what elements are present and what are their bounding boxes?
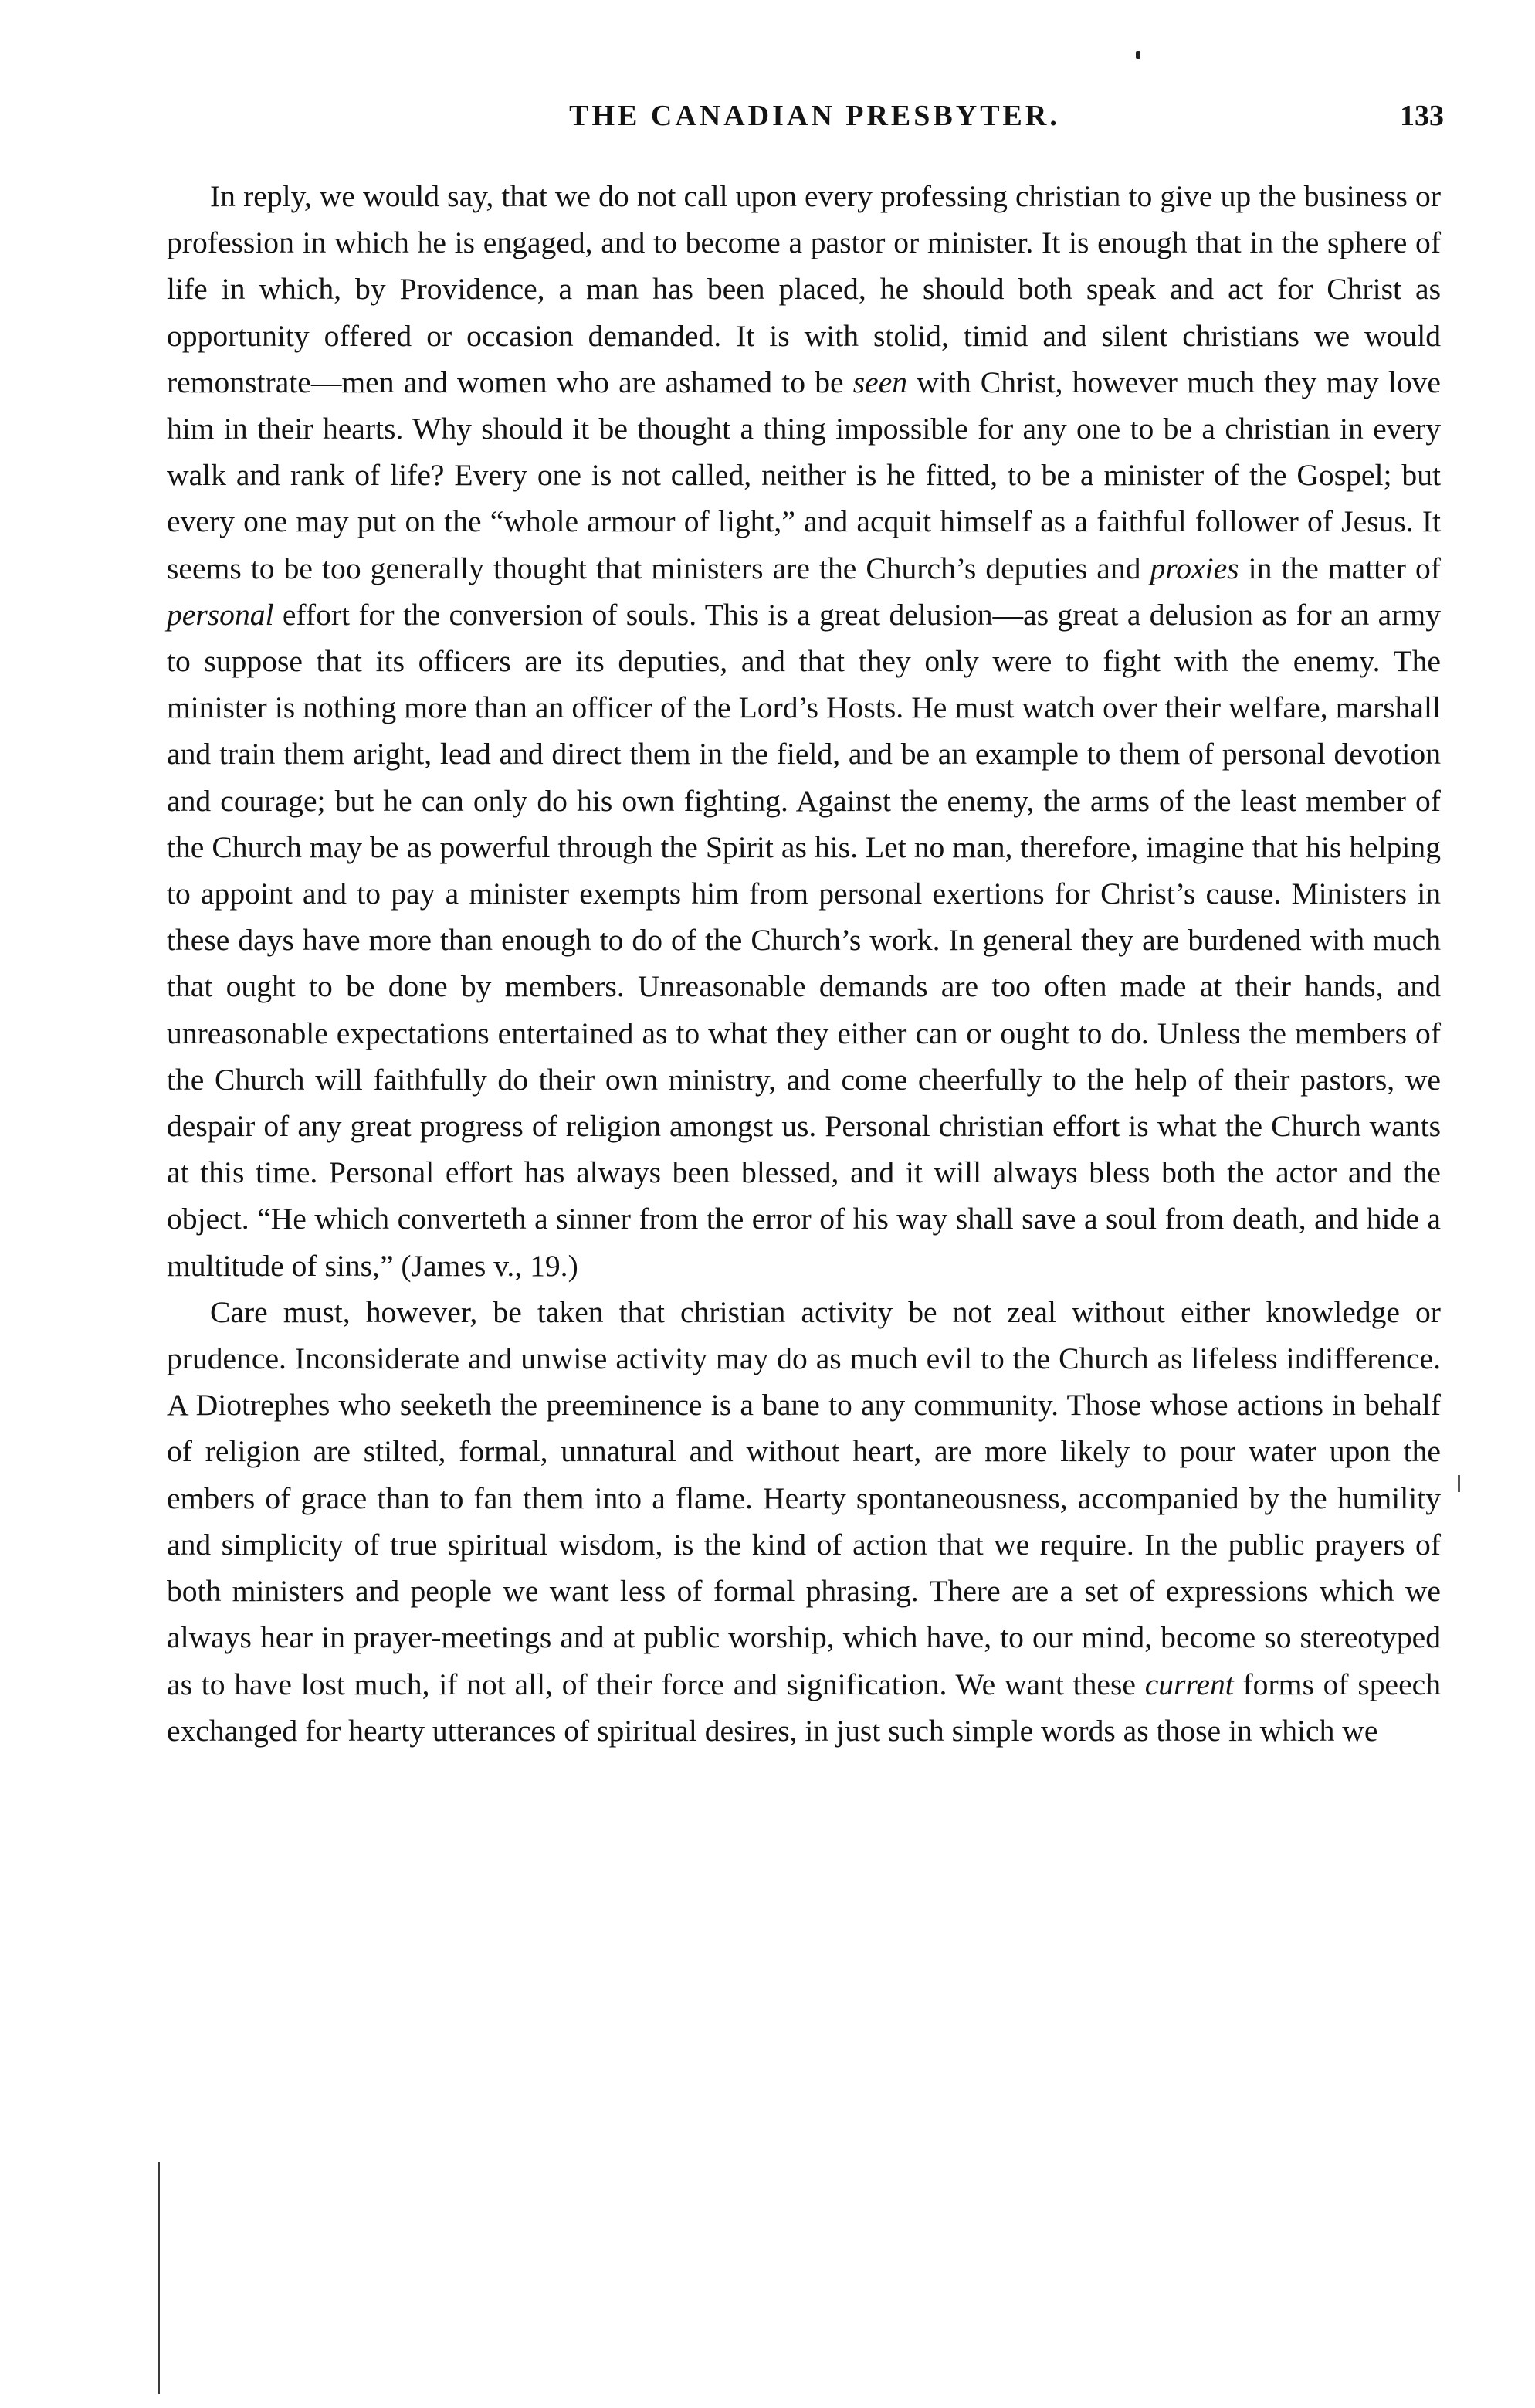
italic-word-seen: seen — [852, 365, 908, 399]
italic-word-proxies: proxies — [1150, 551, 1239, 585]
running-title: THE CANADIAN PRESBYTER. — [569, 100, 1060, 132]
paragraph-1 — [167, 173, 1441, 1289]
binding-gutter-line — [158, 2162, 160, 2394]
page-number: 133 — [1400, 100, 1444, 132]
print-mark — [1136, 51, 1140, 59]
page-header — [185, 99, 1444, 145]
paragraph-2 — [167, 1289, 1441, 1754]
italic-word-personal: personal — [167, 597, 274, 632]
text-segment: Care must, however, be taken that christian activity be not zeal without either knowledge or prudence. Inconsiderate and unwise activity may do as much evil to the Church as lifeless indifference. A Diotrephes who seeketh the preeminence is a bane to any community. Those whose actions in behalf of religion are stilted, formal, unnatural and without heart, are more likely to pour water upon the embers of grace than to fan them into a flame. Hearty spontaneousness, accompanied by the humility and simplicity of true spiritual wisdom, is the kind of action that we require. In the public prayers of both ministers and people we want less of formal phrasing. There are a set of expressions which we always hear in prayer-meetings and at public worship, which have, to our mind, become so stereotyped as to have lost much, if not all, of their force and signification. We want these — [167, 1294, 1441, 1701]
text-segment: effort for the conversion of souls. This is a great delusion—as great a delusion as for an army to suppose that its officers are its deputies, and that they only were to fight with the enemy. The minister is nothing more than an officer of the Lord’s Hosts. He must watch over their welfare, marshall and train them aright, lead and direct them in the field, and be an example to them of personal devotion and courage; but he can only do his own fighting. Against the enemy, the arms of the least member of the Church may be as powerful through the Spirit as his. Let no man, therefore, imagine that his helping to appoint and to pay a minister exempts him from personal exertions for Christ’s cause. Ministers in these days have more than enough to do of the Church’s work. In general they are burdened with much that ought to be done by members. Unreasonable demands are too often made at their hands, and unreasonable expectations entertained as to what they either can or ought to do. Unless the members of the Church will faithfully do their own ministry, and come cheerfully to the help of their pastors, we despair of any great progress of religion amongst us. Personal christian effort is what the Church wants at this time. Personal effort has always been blessed, and it will always bless both the actor and the object. “He which converteth a sinner from the error of his way shall save a soul from death, and hide a multitude of sins,” (James v., 19.) — [167, 597, 1441, 1283]
margin-speck — [1458, 1475, 1460, 1492]
text-segment: in the matter of — [1239, 551, 1441, 585]
text-segment: In reply, we would say, that we do not call upon every professing christian to give up the business or profession in which he is engaged, and to become a pastor or minister. It is enough that in the sphere of life in which, by Providence, a man has been placed, he should both speak and act for Christ as opportunity offered or occasion demanded. It is with stolid, timid and silent christians we would remonstrate—men and women who are ashamed to be — [167, 179, 1441, 399]
text-segment: with Christ, however much they may love him in their hearts. Why should it be thought a thing impossible for any one to be a christian in every walk and rank of life? Every one is not called, neither is he fitted, to be a minister of the Gospel; but every one may put on the “whole armour of light,” and acquit himself as a faithful follower of Jesus. It seems to be too generally thought that ministers are the Church’s deputies and — [167, 365, 1441, 585]
text-segment: forms of speech exchanged for hearty utterances of spiritual desires, in just such simple words as those in which we — [167, 1667, 1441, 1748]
article-body — [167, 173, 1441, 1754]
italic-word-current: current — [1144, 1667, 1234, 1701]
